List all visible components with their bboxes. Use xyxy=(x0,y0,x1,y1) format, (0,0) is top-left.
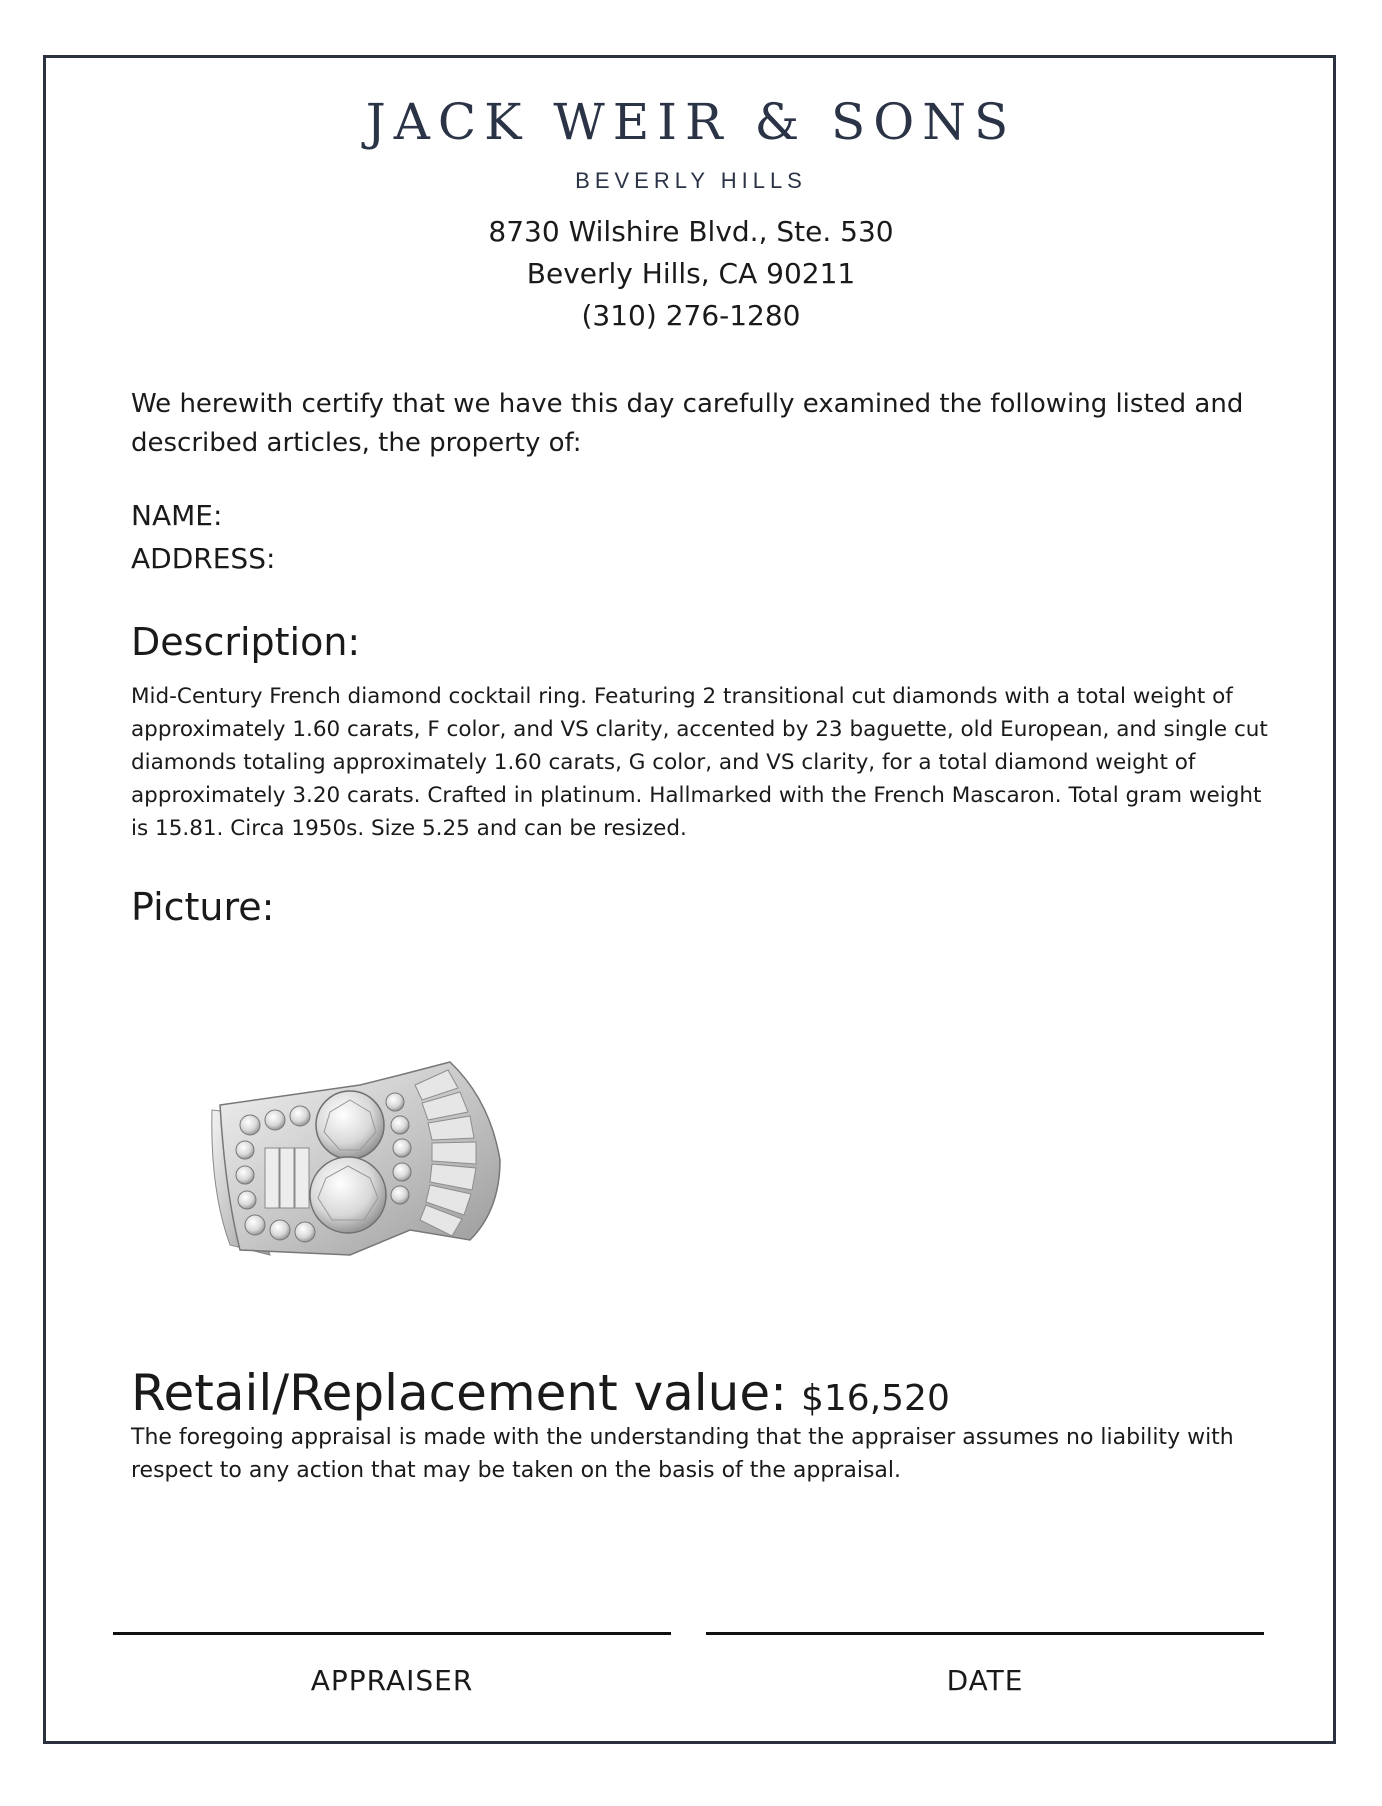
date-label: DATE xyxy=(946,1664,1024,1697)
address-line-1: 8730 Wilshire Blvd., Ste. 530 xyxy=(488,215,894,248)
value-amount: $16,520 xyxy=(800,1378,950,1419)
address-line-2: Beverly Hills, CA 90211 xyxy=(526,257,856,290)
appraiser-signature-line xyxy=(113,1632,671,1635)
disclaimer-text: The foregoing appraisal is made with the understanding that the appraiser assumes no liability with respect to any action that may be taken on the basis of the appraisal. xyxy=(131,1425,1234,1483)
date-signature-line xyxy=(706,1632,1264,1635)
description-heading: Description: xyxy=(131,620,361,664)
value-line xyxy=(131,1364,950,1422)
brand-location: BEVERLY HILLS xyxy=(575,168,807,193)
address-label: ADDRESS: xyxy=(131,542,276,575)
description-text: Mid-Century French diamond cocktail ring. Featuring 2 transitional cut diamonds with a total weight of approximately 1.60 carats, F color, and VS clarity, accented by 23 baguette, old European, and single cut diamonds totaling approximately 1.60 carats, G color, and VS clarity, for a total diamond weight of approximately 3.20 carats. Crafted in platinum. Hallmarked with the French Mascaron. Total gram weight is 15.81. Circa 1950s. Size 5.25 and can be resized. xyxy=(131,684,1268,841)
ring-image xyxy=(200,1040,560,1280)
certification-intro: We herewith certify that we have this day carefully examined the following listed and described articles, the property of: xyxy=(131,389,1244,458)
picture-heading: Picture: xyxy=(131,885,275,929)
name-label: NAME: xyxy=(131,499,223,532)
value-label: Retail/Replacement value: xyxy=(131,1364,787,1422)
brand-logo: JACK WEIR & SONS xyxy=(365,93,1017,151)
appraiser-label: APPRAISER xyxy=(310,1664,474,1697)
phone-number: (310) 276-1280 xyxy=(581,299,801,332)
